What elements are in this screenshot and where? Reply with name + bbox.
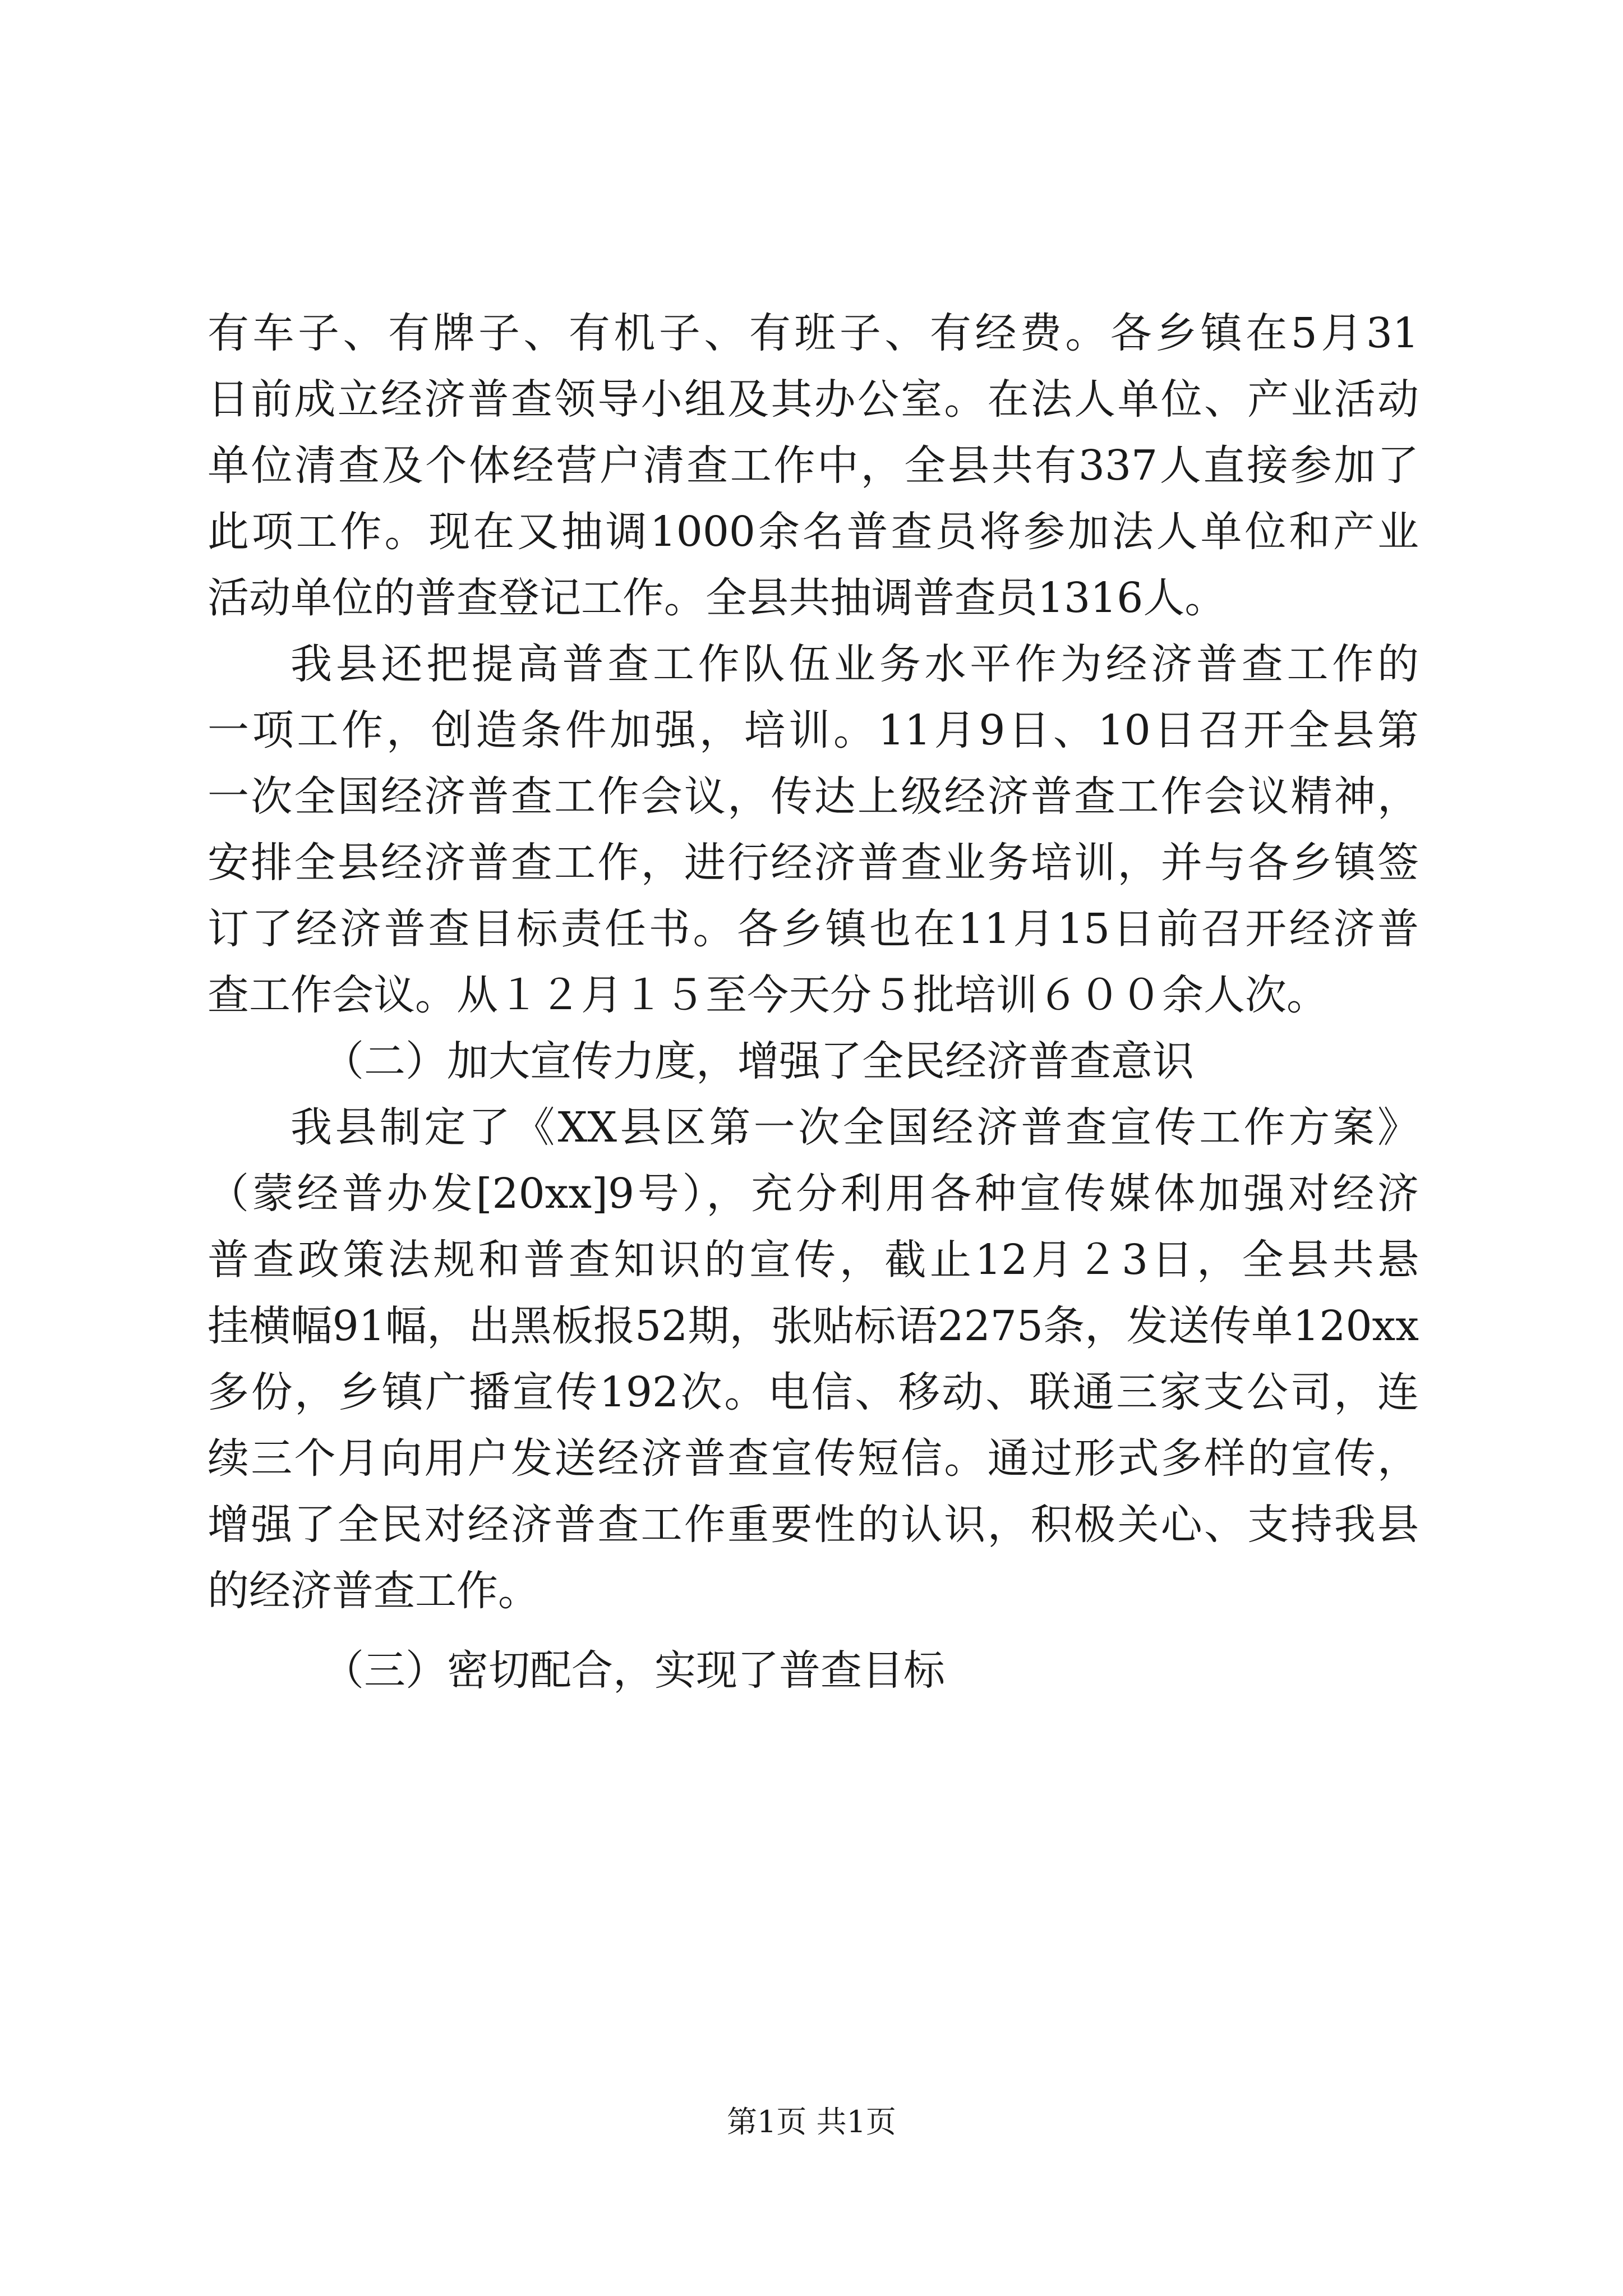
paragraph-line: 增强了全民对经济普查工作重要性的认识，积极关心、支持我县 [208,1501,1419,1549]
paragraph-line: 我县还把提高普查工作队伍业务水平作为经济普查工作的 [291,640,1419,688]
paragraph-line: 安排全县经济普查工作，进行经济普查业务培训，并与各乡镇签 [208,839,1419,887]
paragraph-line: 我县制定了《XX县区第一次全国经济普查宣传工作方案》 [291,1103,1419,1152]
page-footer: 第1页 共1页 [727,2104,896,2139]
paragraph-line: 挂横幅91幅，出黑板报52期，张贴标语2275条，发送传单120xx [208,1302,1419,1350]
paragraph-line: 订了经济普查目标责任书。各乡镇也在11月15日前召开经济普 [208,905,1419,953]
section-heading: （二）加大宣传力度，增强了全民经济普查意识 [322,1037,1194,1085]
paragraph-line: 的经济普查工作。 [208,1567,540,1615]
paragraph-line: 一项工作，创造条件加强，培训。11月9日、10日召开全县第 [208,706,1419,754]
paragraph-line: 续三个月向用户发送经济普查宣传短信。通过形式多样的宣传， [208,1434,1419,1483]
paragraph-line: 此项工作。现在又抽调1000余名普查员将参加法人单位和产业 [208,508,1419,556]
paragraph-line: 查工作会议。从１２月１５至今天分５批培训６００余人次。 [208,971,1328,1019]
document-body [208,300,1419,1704]
paragraph-line: 单位清查及个体经营户清查工作中，全县共有337人直接参加了 [208,441,1419,490]
paragraph-line: 普查政策法规和普查知识的宣传，截止12月２3日，全县共悬 [208,1236,1419,1284]
paragraph-line: 多份，乡镇广播宣传192次。电信、移动、联通三家支公司，连 [208,1368,1419,1416]
paragraph-line: 有车子、有牌子、有机子、有班子、有经费。各乡镇在5月31 [208,309,1419,357]
paragraph-line: 日前成立经济普查领导小组及其办公室。在法人单位、产业活动 [208,375,1419,424]
paragraph-line: （蒙经普办发[20xx]9号），充分利用各种宣传媒体加强对经济 [208,1170,1419,1218]
paragraph-line: 一次全国经济普查工作会议，传达上级经济普查工作会议精神， [208,772,1419,821]
paragraph-line: 活动单位的普查登记工作。全县共抽调普查员1316人。 [208,574,1227,622]
section-heading: （三）密切配合，实现了普查目标 [322,1646,945,1695]
